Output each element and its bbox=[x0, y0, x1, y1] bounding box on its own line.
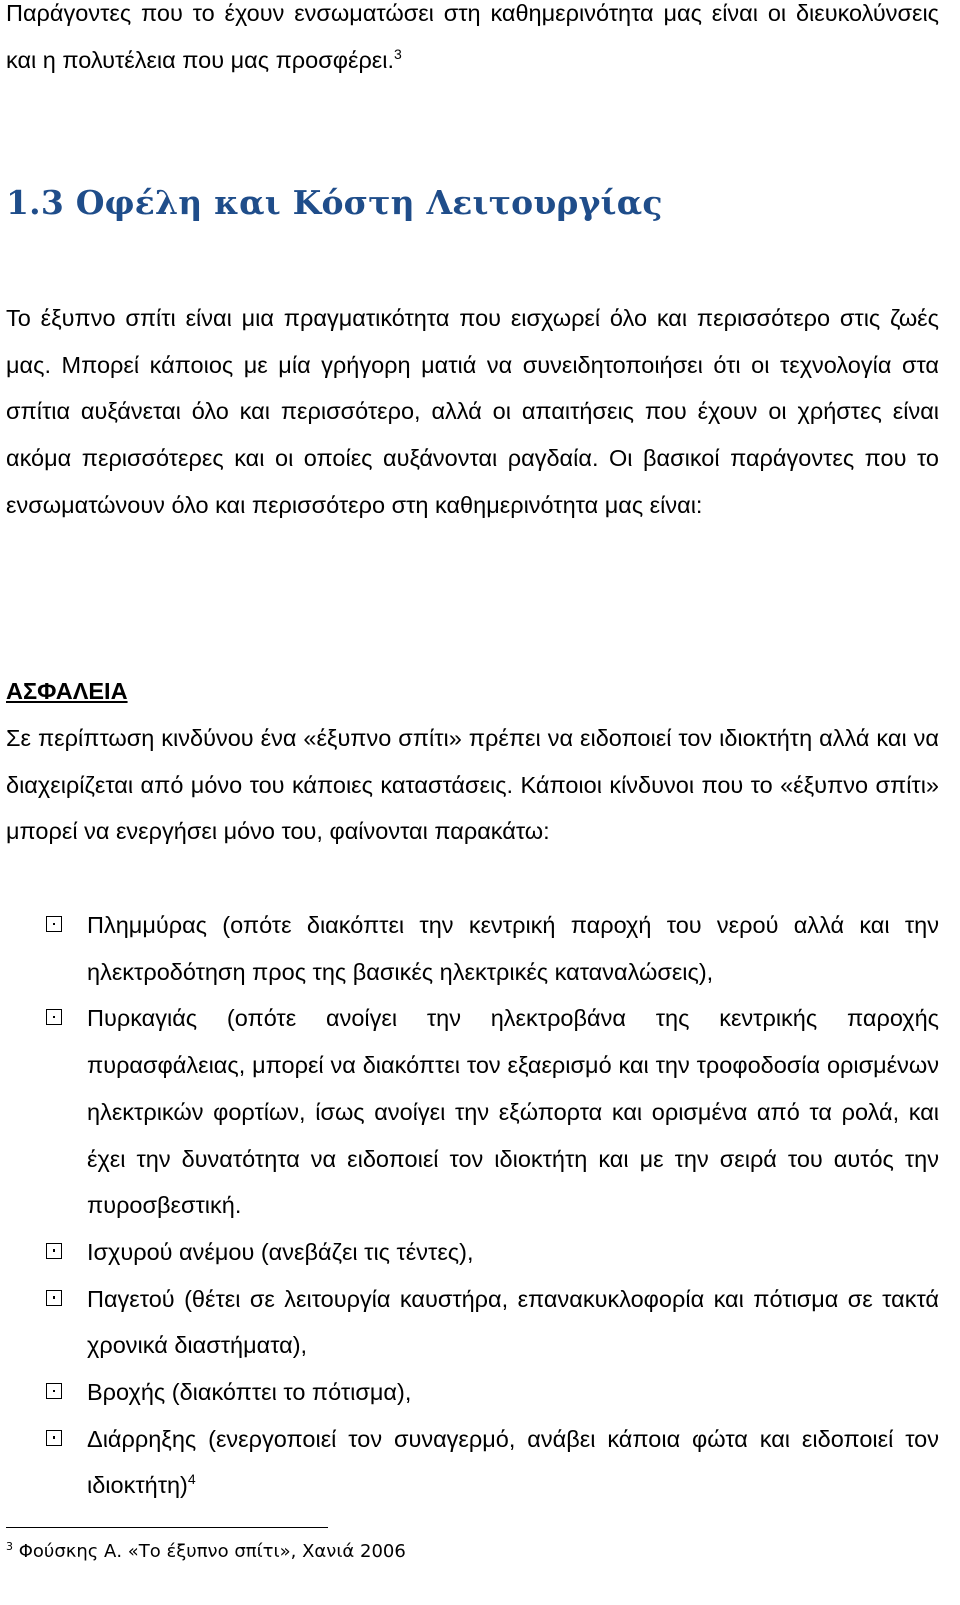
checkbox-bullet-icon bbox=[46, 1430, 62, 1446]
footnote-separator bbox=[6, 1527, 328, 1528]
list-item-text: Διάρρηξης (ενεργοποιεί τον συναγερμό, ανάβει κάποια φώτα και ειδοποιεί τον ιδιοκτήτη) bbox=[87, 1425, 939, 1499]
checkbox-bullet-icon bbox=[46, 1243, 62, 1259]
list-item-text: Βροχής (διακόπτει το πότισμα), bbox=[87, 1379, 412, 1406]
list-item bbox=[6, 1369, 939, 1416]
list-item-text: Πυρκαγιάς (οπότε ανοίγει την ηλεκτροβάνα της κεντρικής παροχής πυρασφάλειας, μπορεί να διακόπτει τον εξαερισμό και την τροφοδοσία ορισμένων ηλεκτρικών φορτίων, ίσως ανοίγει την εξώπορτα και ορισμένα από τα ρολά, και έχει την δυνατότητα να ειδοποιεί τον ιδιοκτήτη και με την σειρά του αυτός την πυροσβεστική. bbox=[87, 1005, 939, 1219]
footnote-number: 3 bbox=[6, 1540, 13, 1553]
checkbox-bullet-icon bbox=[46, 1290, 62, 1306]
checkbox-bullet-icon bbox=[46, 1383, 62, 1399]
list-item bbox=[6, 1229, 939, 1276]
footnote-ref-4: 4 bbox=[187, 1471, 196, 1488]
list-item bbox=[6, 1276, 939, 1369]
intro-text: Παράγοντες που το έχουν ενσωματώσει στη καθημερινότητα μας είναι οι διευκολύνσεις και η πολυτέλεια που μας προσφέρει. bbox=[6, 0, 939, 73]
list-item bbox=[6, 995, 939, 1229]
footnote-text: Φούσκης Α. «Το έξυπνο σπίτι», Χανιά 2006 bbox=[18, 1541, 406, 1562]
list-item-text: Ισχυρού ανέμου (ανεβάζει τις τέντες), bbox=[87, 1238, 474, 1265]
section-paragraph: Το έξυπνο σπίτι είναι μια πραγματικότητα που εισχωρεί όλο και περισσότερο στις ζωές μας. Μπορεί κάποιος με μία γρήγορη ματιά να συνειδητοποιήσει ότι οι τεχνολογία στα σπίτια αυξάνεται όλο και περισσότερο, αλλά οι απαιτήσεις που έχουν οι χρήστες είναι ακόμα περισσότερες και οι οποίες αυξάνονται ραγδαία. Οι βασικοί παράγοντες που το ενσωματώνουν όλο και περισσότερο στη καθημερινότητα μας είναι: bbox=[6, 305, 939, 518]
list-item bbox=[6, 1416, 939, 1509]
footnote bbox=[6, 1540, 406, 1562]
intro-paragraph bbox=[6, 0, 939, 83]
safety-heading: ΑΣΦΑΛΕΙΑ bbox=[6, 678, 128, 704]
safety-paragraph: Σε περίπτωση κινδύνου ένα «έξυπνο σπίτι» πρέπει να ειδοποιεί τον ιδιοκτήτη αλλά και να διαχειρίζεται από μόνο του κάποιες καταστάσεις. Κάποιοι κίνδυνοι που το «έξυπνο σπίτι» μπορεί να ενεργήσει μόνο του, φαίνονται παρακάτω: bbox=[6, 725, 939, 845]
footnote-ref-3: 3 bbox=[394, 45, 402, 62]
section-heading: 1.3 Οφέλη και Κόστη Λειτουργίας bbox=[6, 183, 663, 222]
document-page bbox=[6, 0, 939, 1499]
list-item-text: Παγετού (θέτει σε λειτουργία καυστήρα, επανακυκλοφορία και πότισμα σε τακτά χρονικά διαστήματα), bbox=[87, 1285, 939, 1359]
hazard-list bbox=[6, 902, 939, 1509]
list-item bbox=[6, 902, 939, 995]
list-item-text: Πλημμύρας (οπότε διακόπτει την κεντρική παροχή του νερού αλλά και την ηλεκτροδότηση προς της βασικές ηλεκτρικές καταναλώσεις), bbox=[87, 912, 939, 985]
checkbox-bullet-icon bbox=[46, 916, 62, 932]
checkbox-bullet-icon bbox=[46, 1009, 62, 1025]
